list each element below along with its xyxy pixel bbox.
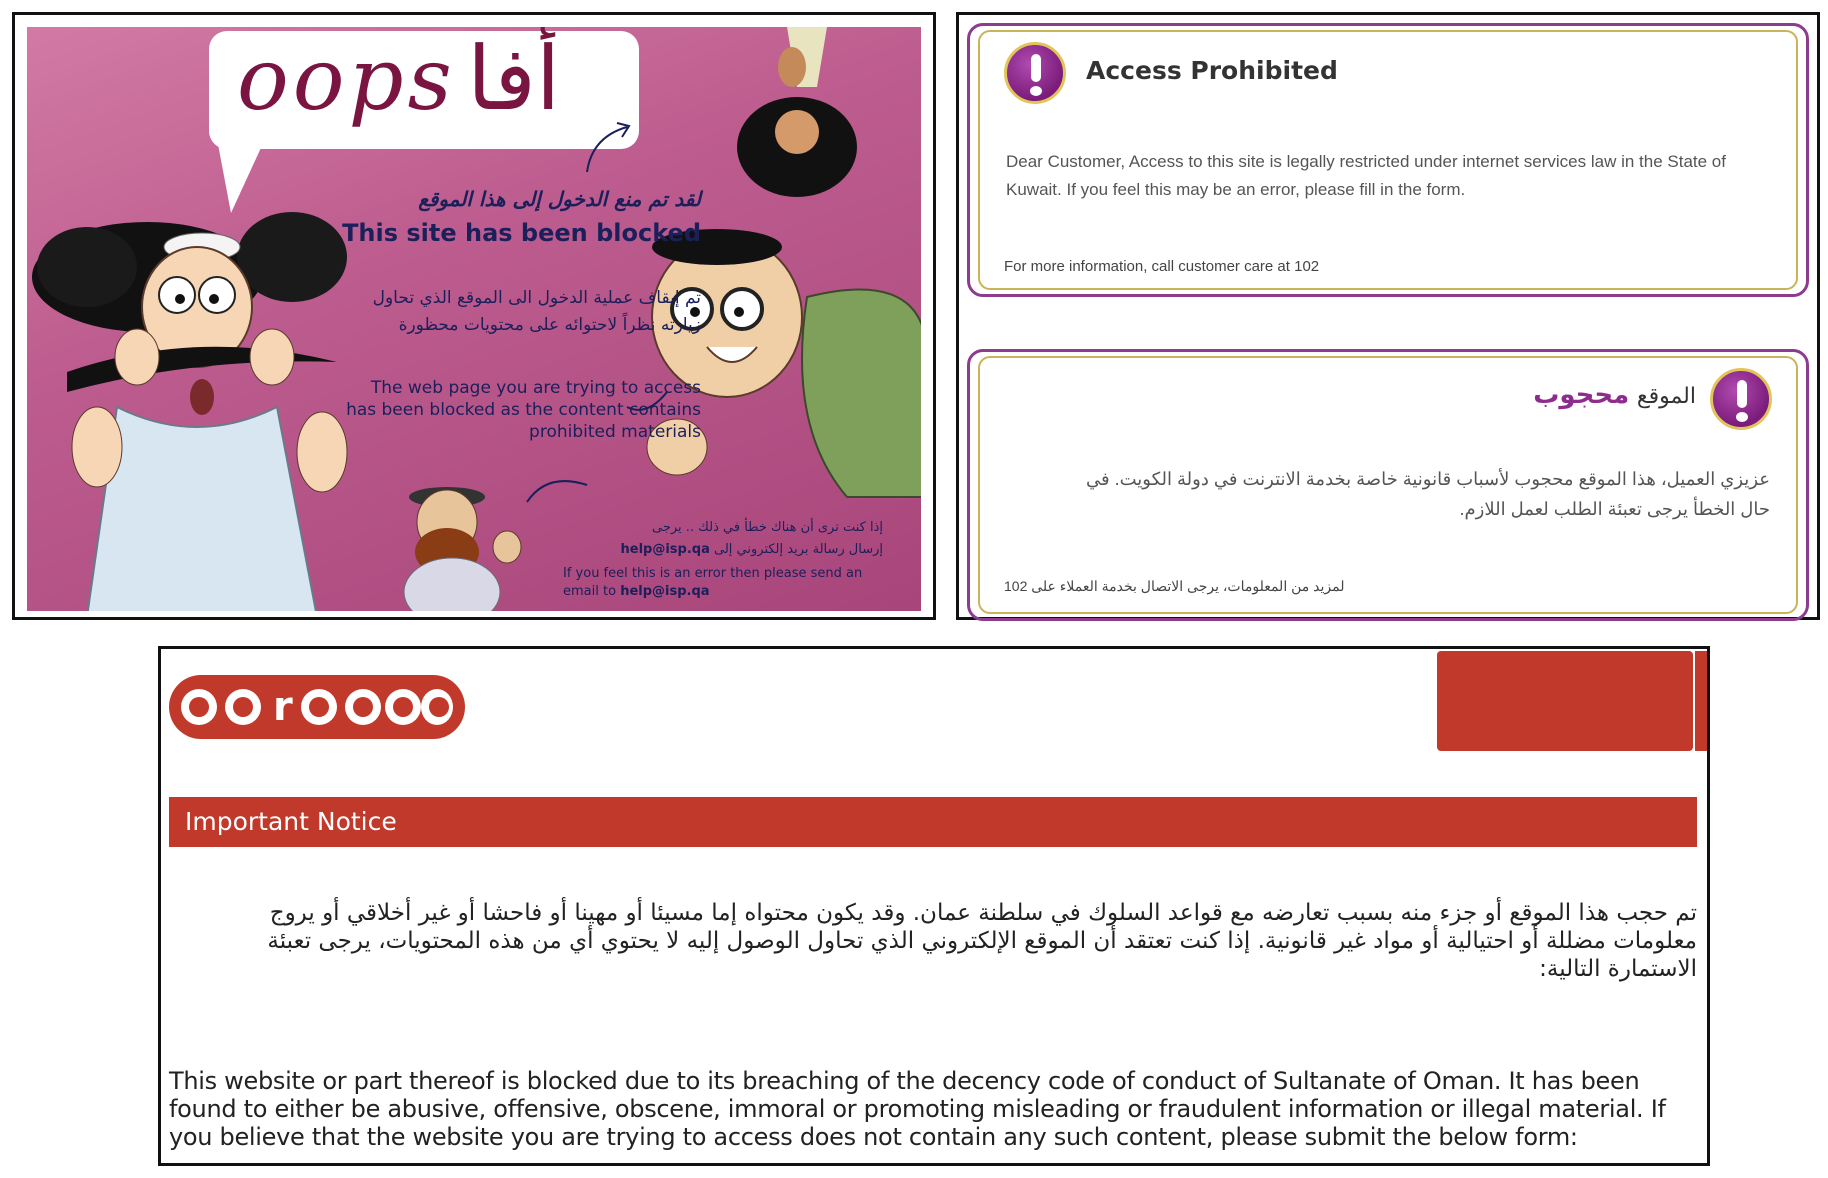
arrow-icon [587,127,627,172]
customer-care-footer-arabic: لمزيد من المعلومات، يرجى الاتصال بخدمة العملاء على 102 [1004,578,1345,594]
oman-block-page [158,646,1710,1166]
ooredoo-logo: r [169,675,465,739]
blocked-title-arabic: لقد تم منع الدخول إلى هذا الموقع [418,187,701,211]
access-prohibited-card [967,23,1809,297]
customer-care-footer: For more information, call customer care at 102 [1004,258,1320,275]
oops-heading-arabic: أفا [467,27,561,130]
exclamation-icon [1004,42,1066,104]
header-banner-edge [1695,651,1707,751]
important-notice-title: Important Notice [185,807,397,836]
error-notice-arabic-line2: إرسال رسالة بريد إلكتروني إلى help@isp.qa [620,542,883,557]
qatar-block-page [12,12,936,620]
access-prohibited-title: Access Prohibited [1086,56,1338,85]
left-character-icon [32,212,347,611]
error-notice-arabic [583,517,883,561]
oops-heading: oops [237,30,456,130]
blocked-description: The web page you are trying to access has been blocked as the content contains prohibited materials [346,378,701,442]
access-prohibited-card-arabic [967,349,1809,621]
access-prohibited-title-arabic: الموقع محجوب [1533,380,1696,410]
notice-body: This website or part thereof is blocked due to its breaching of the decency code of conduct of Sultanate of Oman. It has been found to either be abusive, offensive, obscene, immoral or promoting misleading or fraudulent information or illegal material. If you believe that the website you are trying to access does not contain any such content, please submit the below form: [169,1067,1666,1151]
error-notice: If you feel this is an error then please send an email to help@isp.qa [563,566,863,599]
error-notice-arabic-line1: إذا كنت ترى أن هناك خطأ في ذلك .. يرجى [651,520,883,535]
exclamation-icon [1710,368,1772,430]
support-email-link-arabic[interactable]: help@isp.qa [620,542,710,557]
arrow-icon [527,481,587,502]
notice-body-arabic: تم حجب هذا الموقع أو جزء منه بسبب تعارضه مع قواعد السلوك في سلطنة عمان. وقد يكون محتواه إما مسيئا أو مهينا أو فاحشا أو غير أخلاقي أو يروج معلومات مضللة أو احتيالية أو مواد غير قانونية. إذا كنت تعتقد أن الموقع الإلكتروني الذي تحاول الوصول إليه لا يحتوي أي من هذه المحتويات، يرجى تعبئة الاستمارة التالية: [267,900,1697,982]
support-email-link[interactable]: help@isp.qa [620,584,710,599]
bearded-character-icon [404,487,521,611]
glasses-character-icon [647,229,921,497]
header-banner-block [1437,651,1693,751]
access-prohibited-message-arabic: عزيزي العميل، هذا الموقع محجوب لأسباب قانونية خاصة بخدمة الانترنت في دولة الكويت. في حال الخطأ يرجى تعبئة الطلب لعمل اللازم. [1085,469,1770,519]
kuwait-block-page [956,12,1820,620]
important-notice-bar [169,797,1697,847]
hanging-character-icon [737,27,857,197]
access-prohibited-message: Dear Customer, Access to this site is legally restricted under internet services law in the State of Kuwait. If you feel this may be an error, please fill in the form. [1006,152,1726,199]
blocked-word-highlight: محجوب [1533,380,1630,410]
blocked-description-arabic: تم إيقاف عملية الدخول الى الموقع الذي تحاول زيارته نظراً لاحتوائه على محتويات محظورة [372,288,701,335]
blocked-title: This site has been blocked [342,219,701,247]
qatar-cartoon-background [27,27,921,611]
